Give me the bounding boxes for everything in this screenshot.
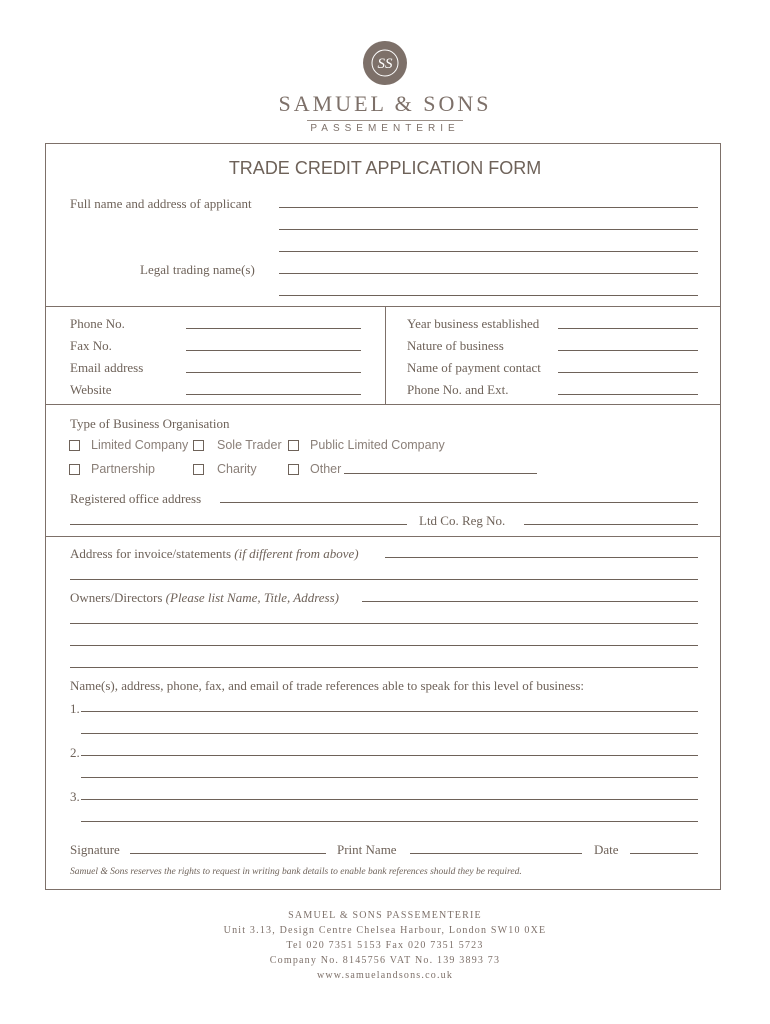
phone-field[interactable]	[186, 328, 361, 329]
partnership-checkbox[interactable]	[69, 464, 80, 475]
signature-label: Signature	[70, 842, 120, 857]
footer-address: Unit 3.13, Design Centre Chelsea Harbour, London SW10 0XE	[223, 925, 547, 936]
column-divider	[385, 306, 386, 404]
form-title: TRADE CREDIT APPLICATION FORM	[228, 158, 542, 178]
svg-text:SS: SS	[377, 56, 393, 72]
invoice-address-note: (if different from above)	[234, 546, 359, 561]
reference-2-field[interactable]	[81, 777, 698, 778]
owners-field[interactable]	[70, 645, 698, 646]
reference-2-field[interactable]	[81, 755, 698, 756]
footer-website: www.samuelandsons.co.uk	[316, 970, 454, 981]
legal-name-label: Legal trading name(s)	[140, 262, 255, 277]
invoice-address-label-text: Address for invoice/statements	[70, 546, 232, 561]
reg-no-field[interactable]	[524, 524, 698, 525]
public-limited-company-option: Public Limited Company	[310, 438, 445, 452]
date-label: Date	[594, 842, 619, 857]
applicant-field[interactable]	[279, 251, 698, 252]
other-field[interactable]	[344, 473, 537, 474]
website-label: Website	[70, 382, 112, 397]
section-divider	[45, 536, 721, 537]
fax-label: Fax No.	[70, 338, 112, 353]
payment-contact-field[interactable]	[558, 372, 698, 373]
invoice-address-field[interactable]	[70, 579, 698, 580]
invoice-address-label	[70, 546, 359, 562]
applicant-label: Full name and address of applicant	[70, 196, 252, 211]
email-field[interactable]	[186, 372, 361, 373]
other-checkbox[interactable]	[288, 464, 299, 475]
owners-label	[70, 590, 339, 606]
registered-office-field[interactable]	[70, 524, 407, 525]
reference-number: 3.	[70, 789, 80, 804]
sole-trader-checkbox[interactable]	[193, 440, 204, 451]
reference-3-field[interactable]	[81, 799, 698, 800]
signature-field[interactable]	[130, 853, 326, 854]
applicant-field[interactable]	[279, 207, 698, 208]
charity-checkbox[interactable]	[193, 464, 204, 475]
limited-company-option: Limited Company	[91, 438, 189, 452]
print-name-label: Print Name	[337, 842, 397, 857]
fax-field[interactable]	[186, 350, 361, 351]
email-label: Email address	[70, 360, 144, 375]
brand-logo	[363, 41, 407, 85]
year-established-label: Year business established	[407, 316, 540, 331]
brand-name: SAMUEL & SONS	[278, 91, 492, 116]
owners-field[interactable]	[70, 623, 698, 624]
disclaimer-text: Samuel & Sons reserves the rights to request in writing bank details to enable bank references should they be required.	[70, 867, 522, 877]
limited-company-checkbox[interactable]	[69, 440, 80, 451]
sole-trader-option: Sole Trader	[217, 438, 282, 452]
footer-company: SAMUEL & SONS PASSEMENTERIE	[288, 910, 482, 921]
nature-of-business-field[interactable]	[558, 350, 698, 351]
legal-name-field[interactable]	[279, 273, 698, 274]
owners-field[interactable]	[70, 667, 698, 668]
reg-no-label: Ltd Co. Reg No.	[419, 513, 506, 528]
reference-1-field[interactable]	[81, 711, 698, 712]
charity-option: Charity	[217, 462, 257, 476]
reference-number: 2.	[70, 745, 80, 760]
references-label: Name(s), address, phone, fax, and email of trade references able to speak for this level of business:	[70, 678, 585, 693]
org-type-label: Type of Business Organisation	[70, 416, 230, 431]
monogram-icon	[370, 48, 400, 78]
phone-ext-field[interactable]	[558, 394, 698, 395]
nature-of-business-label: Nature of business	[407, 338, 504, 353]
reference-1-field[interactable]	[81, 733, 698, 734]
section-divider	[45, 404, 721, 405]
registered-office-field[interactable]	[220, 502, 698, 503]
owners-label-text: Owners/Directors	[70, 590, 163, 605]
owners-field[interactable]	[362, 601, 698, 602]
year-established-field[interactable]	[558, 328, 698, 329]
legal-name-field[interactable]	[279, 295, 698, 296]
footer-company-no: Company No. 8145756 VAT No. 139 3893 73	[269, 955, 501, 966]
brand-subtitle: PASSEMENTERIE	[310, 123, 460, 134]
registered-office-label: Registered office address	[70, 491, 202, 506]
reference-3-field[interactable]	[81, 821, 698, 822]
reference-number: 1.	[70, 701, 80, 716]
public-limited-company-checkbox[interactable]	[288, 440, 299, 451]
other-option: Other	[310, 462, 342, 476]
partnership-option: Partnership	[91, 462, 155, 476]
phone-label: Phone No.	[70, 316, 125, 331]
print-name-field[interactable]	[410, 853, 582, 854]
date-field[interactable]	[630, 853, 698, 854]
applicant-field[interactable]	[279, 229, 698, 230]
footer-tel: Tel 020 7351 5153 Fax 020 7351 5723	[286, 940, 484, 951]
invoice-address-field[interactable]	[385, 557, 698, 558]
payment-contact-label: Name of payment contact	[407, 360, 541, 375]
phone-ext-label: Phone No. and Ext.	[407, 382, 509, 397]
brand-divider	[307, 120, 463, 121]
section-divider	[45, 306, 721, 307]
owners-note: (Please list Name, Title, Address)	[165, 590, 339, 605]
website-field[interactable]	[186, 394, 361, 395]
